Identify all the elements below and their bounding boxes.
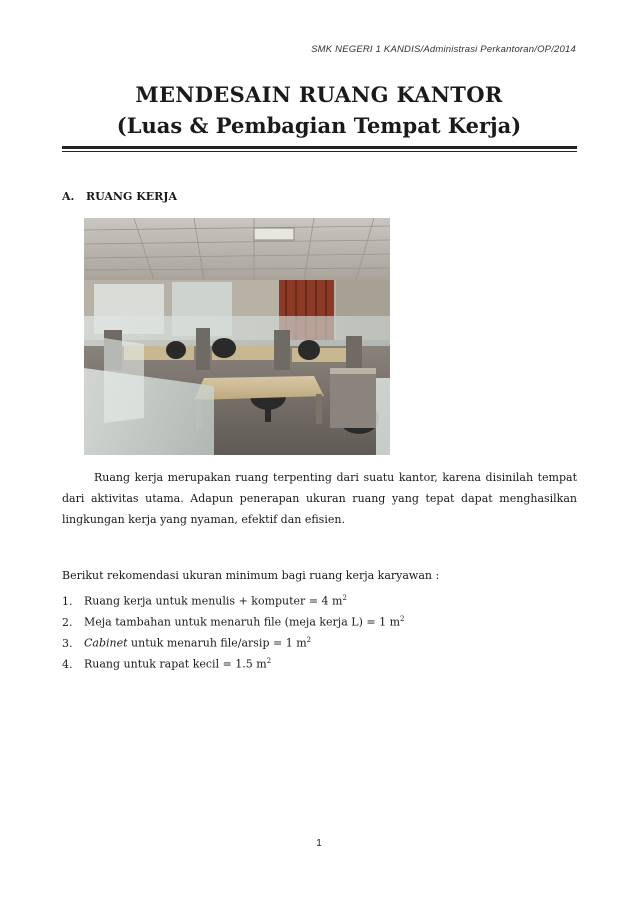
office-cubicles-photo [84, 218, 390, 455]
document-title-line2: (Luas & Pembagian Tempat Kerja) [116, 113, 522, 138]
title-rule-thin [62, 151, 577, 152]
section-heading [62, 190, 177, 203]
list-item-number: 4. [62, 657, 73, 671]
section-title: RUANG KERJA [86, 190, 178, 203]
section-letter: A. [62, 190, 75, 203]
running-head: SMK NEGERI 1 KANDIS/Administrasi Perkantoran/OP/2014 [311, 44, 576, 55]
document-title-line1: MENDESAIN RUANG KANTOR [135, 82, 503, 107]
list-item-text: Ruang kerja untuk menulis + komputer = 4 m [84, 594, 343, 608]
list-item-emphasis: Cabinet [84, 636, 128, 650]
list-item [62, 609, 577, 630]
minimum-size-list [62, 588, 577, 672]
list-item-text: Meja tambahan untuk menaruh file (meja kerja L) = 1 m [84, 615, 401, 629]
list-item-number: 2. [62, 615, 73, 629]
list-intro-paragraph: Berikut rekomendasi ukuran minimum bagi ruang kerja karyawan : [62, 569, 440, 582]
list-item [62, 651, 577, 672]
list-item-superscript: 2 [400, 615, 405, 623]
title-rule-thick [62, 146, 577, 149]
list-item-superscript: 2 [342, 594, 347, 602]
list-item-text: Ruang untuk rapat kecil = 1.5 m [84, 657, 267, 671]
list-item-number: 1. [62, 594, 73, 608]
list-item-superscript: 2 [306, 636, 312, 644]
list-item [62, 588, 577, 609]
intro-paragraph: Ruang kerja merupakan ruang terpenting dari suatu kantor, karena disinilah tempat dari aktivitas utama. Adapun penerapan ukuran ruang yang tepat dapat menghasilkan lingkungan kerja yang nyaman, efektif dan efisien. [62, 471, 577, 526]
list-item-superscript: 2 [266, 657, 272, 665]
list-item-text: untuk menaruh file/arsip = 1 m [127, 636, 307, 650]
page-number: 1 [316, 838, 322, 849]
list-item-number: 3. [62, 636, 73, 650]
list-item [62, 630, 577, 651]
